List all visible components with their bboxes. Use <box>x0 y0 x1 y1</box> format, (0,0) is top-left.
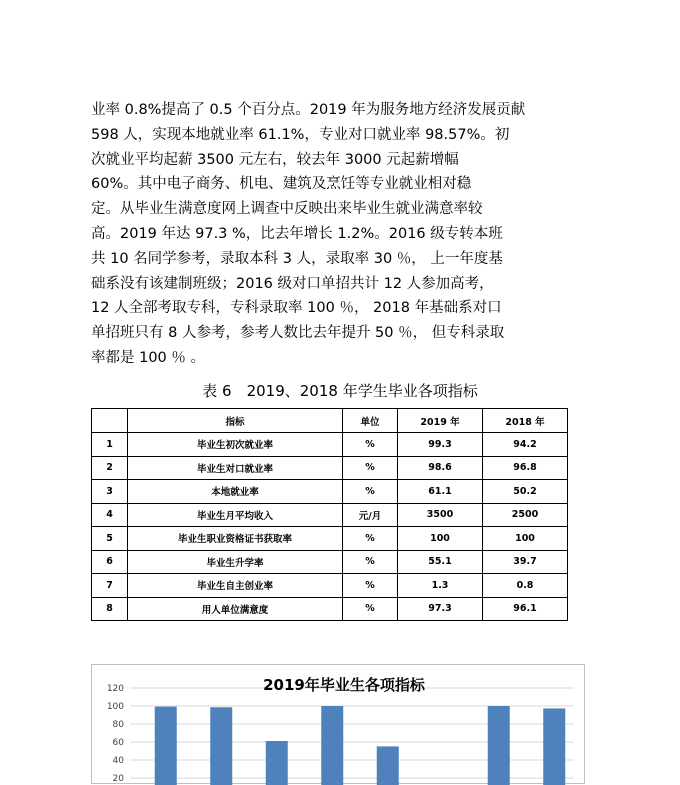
table-row <box>92 433 568 457</box>
value-2019: 97.3 <box>398 597 483 621</box>
value-2018: 39.7 <box>483 550 568 574</box>
y-tick-label: 100 <box>106 702 124 712</box>
paragraph-line: 础系没有该建制班级；2016 级对口单招共计 12 人参加高考， <box>91 275 494 292</box>
table-row <box>92 527 568 551</box>
unit: % <box>343 456 398 480</box>
paragraph-line: 定。从毕业生满意度网上调查中反映出来毕业生就业满意率较 <box>91 201 483 218</box>
unit: % <box>343 433 398 457</box>
value-2018: 94.2 <box>483 433 568 457</box>
indicators-table <box>91 408 568 621</box>
table-caption: 表 6 2019、2018 年学生毕业各项指标 <box>202 382 478 400</box>
indicator-name: 毕业生升学率 <box>128 550 343 574</box>
y-tick-label: 20 <box>112 774 124 784</box>
unit: 元/月 <box>343 503 398 527</box>
paragraph-line: 共 10 名同学参考，录取本科 3 人，录取率 30 ％， 上一年度基 <box>91 250 503 267</box>
y-tick-label: 120 <box>106 684 124 694</box>
bar-毕业生对口就业率 <box>210 707 232 785</box>
y-tick-label: 80 <box>112 720 124 730</box>
table-row <box>92 480 568 504</box>
value-2018: 50.2 <box>483 480 568 504</box>
value-2019: 61.1 <box>398 480 483 504</box>
paragraph-line: 60%。其中电子商务、机电、建筑及烹饪等专业就业相对稳 <box>91 176 472 193</box>
indicator-name: 毕业生月平均收入 <box>128 503 343 527</box>
y-tick-label: 40 <box>112 756 124 766</box>
row-index: 1 <box>92 433 128 457</box>
paragraph-line: 单招班只有 8 人参考，参考人数比去年提升 50 ％， 但专科录取 <box>91 325 505 342</box>
bar-用人单位满意度 <box>488 706 510 785</box>
row-index: 6 <box>92 550 128 574</box>
table-row <box>92 503 568 527</box>
unit: % <box>343 550 398 574</box>
unit: % <box>343 597 398 621</box>
body-paragraph <box>91 98 611 371</box>
indicator-name: 毕业生初次就业率 <box>128 433 343 457</box>
paragraph-line: 高。2019 年达 97.3 %，比去年增长 1.2%。2016 级专转本班 <box>91 225 503 242</box>
indicator-name: 毕业生自主创业率 <box>128 574 343 598</box>
y-tick-label: 60 <box>112 738 124 748</box>
row-index: 7 <box>92 574 128 598</box>
bar-毕业生职业资格证书获取率 <box>321 706 343 785</box>
table-row <box>92 574 568 598</box>
value-2019: 3500 <box>398 503 483 527</box>
value-2018: 100 <box>483 527 568 551</box>
paragraph-line: 率都是 100 ％ 。 <box>91 349 206 366</box>
header-index <box>92 409 128 433</box>
bar-毕业生升学率 <box>377 746 399 785</box>
chart-canvas <box>92 665 586 785</box>
row-index: 5 <box>92 527 128 551</box>
value-2019: 55.1 <box>398 550 483 574</box>
table-row <box>92 597 568 621</box>
row-index: 3 <box>92 480 128 504</box>
table-row <box>92 456 568 480</box>
row-index: 2 <box>92 456 128 480</box>
value-2018: 0.8 <box>483 574 568 598</box>
value-2019: 100 <box>398 527 483 551</box>
paragraph-line: 次就业平均起薪 3500 元左右，较去年 3000 元起薪增幅 <box>91 151 459 168</box>
chart-title: 2019年毕业生各项指标 <box>263 676 425 694</box>
bar-本地就业率 <box>266 741 288 785</box>
bar-chart <box>91 664 585 784</box>
value-2018: 2500 <box>483 503 568 527</box>
row-index: 8 <box>92 597 128 621</box>
bar-毕业生初次就业率 <box>155 707 177 785</box>
indicator-name: 毕业生对口就业率 <box>128 456 343 480</box>
value-2018: 96.8 <box>483 456 568 480</box>
bar-毕业生月平均收入 <box>543 708 565 785</box>
indicator-name: 毕业生职业资格证书获取率 <box>128 527 343 551</box>
value-2019: 98.6 <box>398 456 483 480</box>
header-2019: 2019 年 <box>398 409 483 433</box>
value-2019: 1.3 <box>398 574 483 598</box>
indicator-name: 用人单位满意度 <box>128 597 343 621</box>
value-2019: 99.3 <box>398 433 483 457</box>
header-unit: 单位 <box>343 409 398 433</box>
paragraph-line: 598 人，实现本地就业率 61.1%，专业对口就业率 98.57%。初 <box>91 126 510 143</box>
row-index: 4 <box>92 503 128 527</box>
value-2018: 96.1 <box>483 597 568 621</box>
indicator-name: 本地就业率 <box>128 480 343 504</box>
unit: % <box>343 480 398 504</box>
table-header-row <box>92 409 568 433</box>
paragraph-line: 12 人全部考取专科，专科录取率 100 ％， 2018 年基础系对口 <box>91 300 502 317</box>
paragraph-line: 业率 0.8%提高了 0.5 个百分点。2019 年为服务地方经济发展贡献 <box>91 102 526 118</box>
table-row <box>92 550 568 574</box>
header-indicator: 指标 <box>128 409 343 433</box>
header-2018: 2018 年 <box>483 409 568 433</box>
unit: % <box>343 574 398 598</box>
unit: % <box>343 527 398 551</box>
